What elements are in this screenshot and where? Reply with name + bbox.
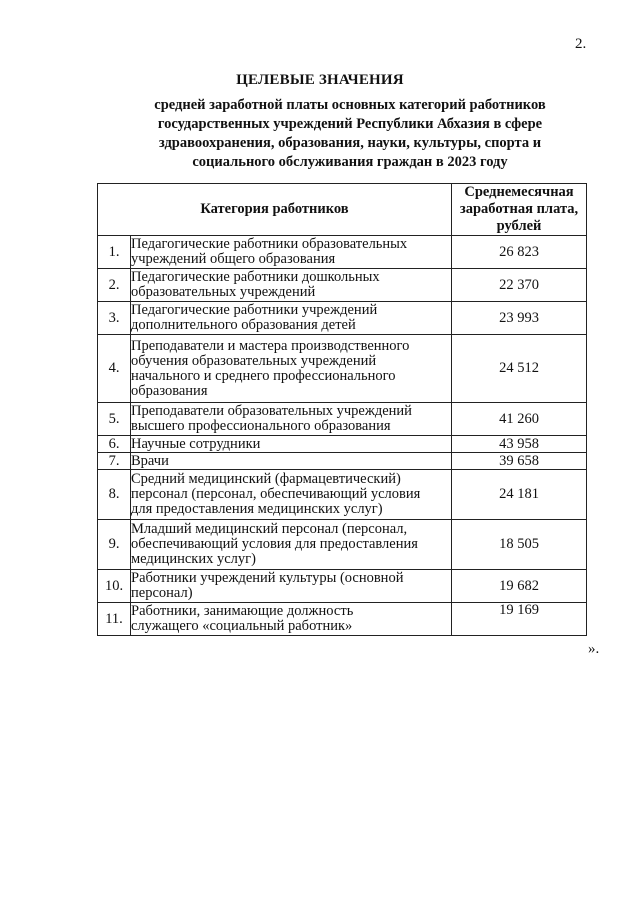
document-title: ЦЕЛЕВЫЕ ЗНАЧЕНИЯ [236,72,404,88]
category-name [131,403,452,436]
row-number: 2. [98,269,131,302]
table-row [98,520,587,570]
wage-value: 23 993 [452,302,587,335]
category-name-line: Педагогические работники образовательных [131,236,408,252]
category-name-line: Преподаватели и мастера производственного [131,337,410,354]
category-name-line: Преподаватели образовательных учреждений [131,403,412,419]
row-number: 3. [98,302,131,335]
category-name [131,603,452,636]
category-name-line: образования [131,382,208,399]
category-name-line: дополнительного образования детей [131,317,356,333]
row-number: 9. [98,520,131,570]
category-name-line: персонал (персонал, обеспечивающий условия [131,486,421,502]
wage-header-line: заработная плата, [459,201,579,217]
category-name-line: персонал) [131,585,193,601]
row-number: 4. [98,335,131,403]
subtitle-line: средней заработной платы основных категорий работников [154,97,546,113]
wages-table [97,183,587,636]
category-name-line: Работники учреждений культуры (основной [131,570,404,586]
table-row [98,403,587,436]
table-header-row [98,184,587,236]
category-name-line: медицинских услуг) [131,551,256,567]
row-number: 6. [98,436,131,453]
wage-header-line: рублей [496,218,542,234]
row-number: 1. [98,236,131,269]
subtitle-line: государственных учреждений Республики Абхазия в сфере [157,116,543,132]
category-name [131,302,452,335]
table-row [98,302,587,335]
row-number: 10. [98,570,131,603]
category-name-line: Педагогические работники учреждений [131,302,378,318]
document-subtitle [100,96,600,172]
category-name-line: Младший медицинский персонал (персонал, [131,521,408,537]
row-number: 8. [98,470,131,520]
category-name-line: Средний медицинский (фармацевтический) [131,471,401,487]
table-row [98,470,587,520]
category-name [131,470,452,520]
table-row [98,436,587,453]
wage-value: 24 181 [452,470,587,520]
category-name [131,335,452,403]
category-column-header: Категория работников [98,184,452,236]
category-name-line: Врачи [131,452,169,469]
category-name-line: образовательных учреждений [131,284,316,300]
category-name-line: Научные сотрудники [131,435,261,452]
category-name [131,436,452,453]
table-row [98,603,587,636]
category-name [131,236,452,269]
row-number: 5. [98,403,131,436]
wage-header-line: Среднемесячная [464,184,574,200]
category-name-line: служащего «социальный работник» [131,618,353,634]
wage-value: 26 823 [452,236,587,269]
category-name [131,520,452,570]
wage-value: 39 658 [452,453,587,470]
category-name-line: для предоставления медицинских услуг) [131,501,383,517]
wage-value: 19 682 [452,570,587,603]
category-name-line: Работники, занимающие должность [131,603,354,619]
page-number: 2. [575,36,587,52]
table-body [98,236,587,636]
wage-column-header [452,184,587,236]
table-row [98,236,587,269]
row-number: 11. [98,603,131,636]
category-name [131,269,452,302]
wage-value: 24 512 [452,335,587,403]
closing-quote-mark: ». [588,641,600,657]
category-name-line: Педагогические работники дошкольных [131,269,380,285]
table-row [98,269,587,302]
wage-value: 43 958 [452,436,587,453]
category-name-line: начального и среднего профессионального [131,367,396,384]
subtitle-line: социального обслуживания граждан в 2023 году [192,154,508,170]
category-name-line: обеспечивающий условия для предоставления [131,536,418,552]
category-name-line: учреждений общего образования [131,251,336,267]
category-name [131,570,452,603]
row-number: 7. [98,453,131,470]
table-row [98,453,587,470]
category-name [131,453,452,470]
wage-value: 41 260 [452,403,587,436]
table-row [98,570,587,603]
category-name-line: высшего профессионального образования [131,418,391,434]
wage-value: 19 169 [452,603,587,636]
category-name-line: обучения образовательных учреждений [131,352,377,369]
subtitle-line: здравоохранения, образования, науки, культуры, спорта и [158,135,542,151]
table-row [98,335,587,403]
wage-value: 18 505 [452,520,587,570]
wage-value: 22 370 [452,269,587,302]
